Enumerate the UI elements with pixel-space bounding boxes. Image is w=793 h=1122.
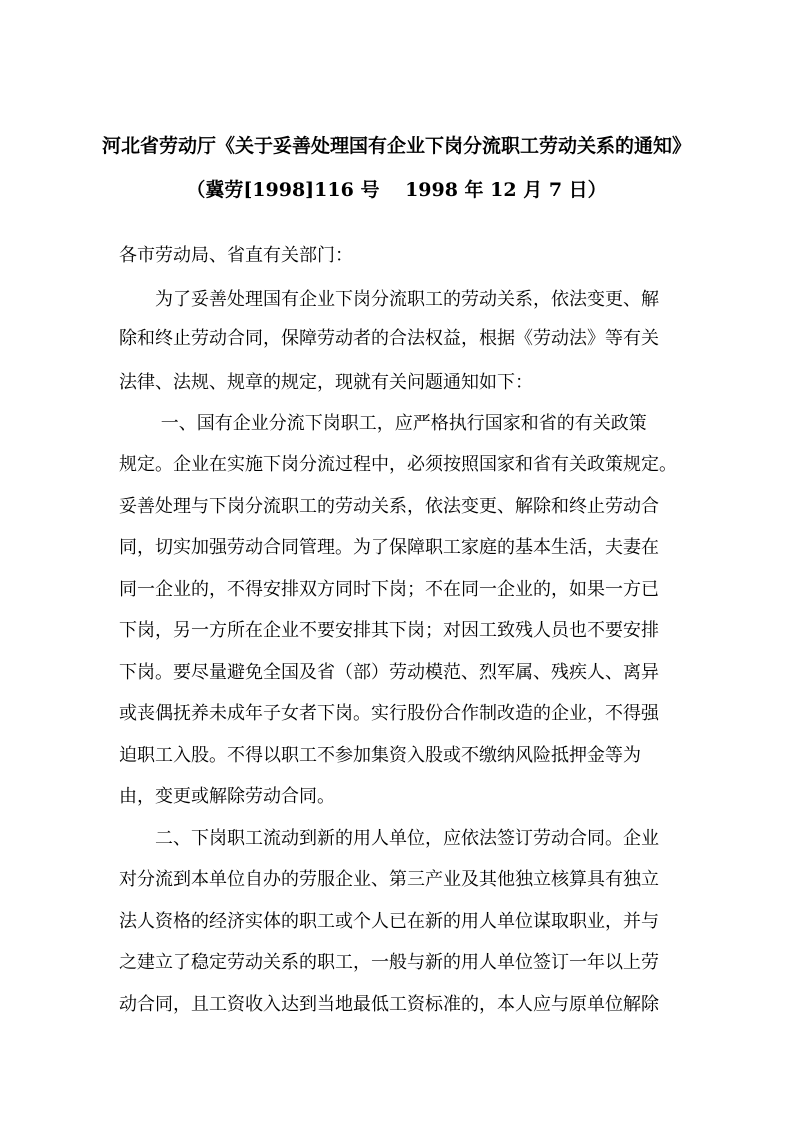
body-line: 由，变更或解除劳动合同。 <box>119 786 335 807</box>
body-line: 为了妥善处理国有企业下岗分流职工的劳动关系，依法变更、解 <box>119 289 659 310</box>
body-line: 下岗。要尽量避免全国及省（部）劳动模范、烈军属、残疾人、离异 <box>119 662 659 683</box>
body-line: 对分流到本单位自办的劳服企业、第三产业及其他独立核算具有独立 <box>119 869 659 890</box>
body-line: 规定。企业在实施下岗分流过程中，必须按照国家和省有关政策规定。 <box>119 454 677 475</box>
body-line: 迫职工入股。不得以职工不参加集资入股或不缴纳风险抵押金等为 <box>119 745 641 766</box>
body-line: 妥善处理与下岗分流职工的劳动关系，依法变更、解除和终止劳动合 <box>119 496 659 517</box>
body-line: 或丧偶抚养未成年子女者下岗。实行股份合作制改造的企业，不得强 <box>119 703 659 724</box>
body-line: 下岗，另一方所在企业不要安排其下岗；对因工致残人员也不要安排 <box>119 620 659 641</box>
body-line: 二、下岗职工流动到新的用人单位，应依法签订劳动合同。企业 <box>119 828 659 849</box>
document-title: 河北省劳动厅《关于妥善处理国有企业下岗分流职工劳动关系的通知》 <box>101 135 691 157</box>
document-subtitle: （冀劳[1998]116 号 1998 年 12 月 7 日） <box>186 179 607 201</box>
body-line: 除和终止劳动合同，保障劳动者的合法权益，根据《劳动法》等有关 <box>119 328 659 349</box>
body-line: 法人资格的经济实体的职工或个人已在新的用人单位谋取职业，并与 <box>119 911 659 932</box>
body-line: 之建立了稳定劳动关系的职工，一般与新的用人单位签订一年以上劳 <box>119 952 659 973</box>
salutation: 各市劳动局、省直有关部门： <box>119 245 353 266</box>
body-line: 同，切实加强劳动合同管理。为了保障职工家庭的基本生活，夫妻在 <box>119 537 659 558</box>
body-line: 法律、法规、规章的规定，现就有关问题通知如下： <box>119 372 533 393</box>
body-line: 同一企业的，不得安排双方同时下岗；不在同一企业的，如果一方已 <box>119 579 659 600</box>
body-line: 动合同，且工资收入达到当地最低工资标准的，本人应与原单位解除 <box>119 994 659 1015</box>
body-line: 一、国有企业分流下岗职工，应严格执行国家和省的有关政策 <box>119 413 647 434</box>
